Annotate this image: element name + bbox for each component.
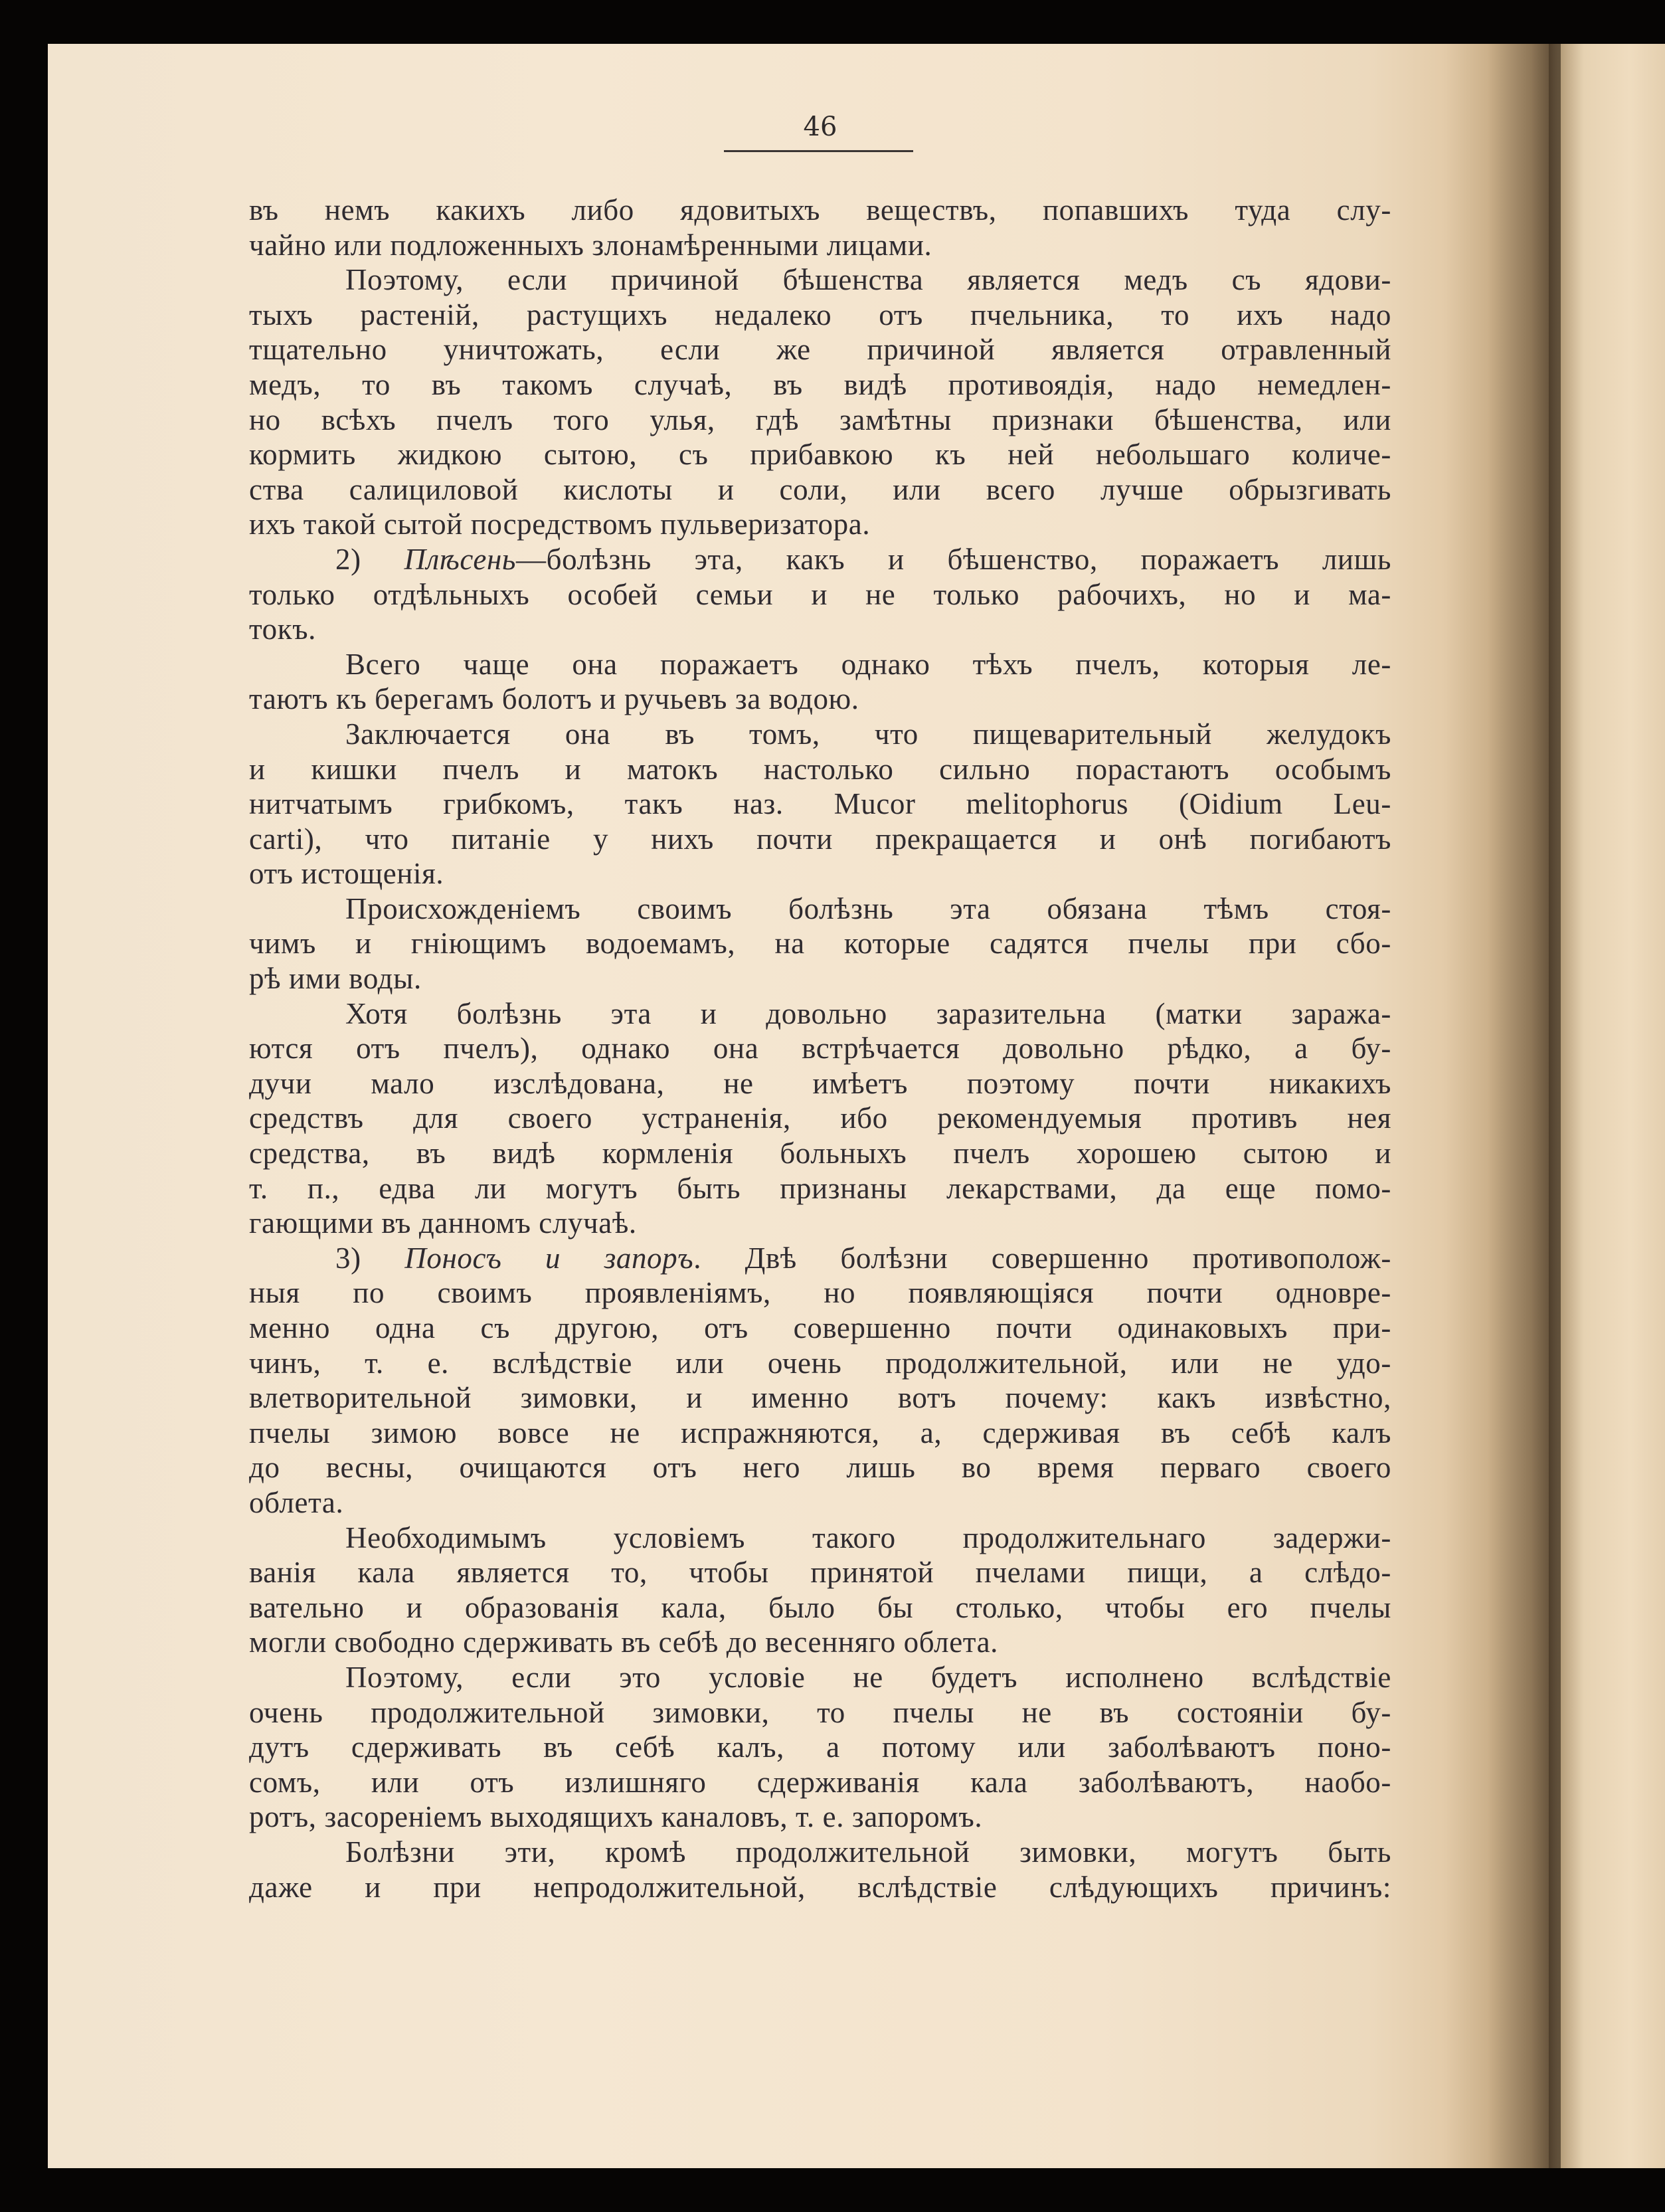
text-line: дучи мало изслѣдована, не имѣетъ поэтому почти никакихъ: [249, 1066, 1391, 1100]
section-heading-line: [249, 1241, 1391, 1276]
text-line: медъ, то въ такомъ случаѣ, въ видѣ противоядія, надо немедлен-: [249, 367, 1391, 401]
text-line: т. п., едва ли могутъ быть признаны лекарствами, да еще помо-: [249, 1171, 1391, 1205]
text-line: въ немъ какихъ либо ядовитыхъ веществъ, попавшихъ туда слу-: [249, 193, 1391, 227]
text-line: менно одна съ другою, отъ совершенно почти одинаковыхъ при-: [249, 1311, 1391, 1344]
text-line: ротъ, засореніемъ выходящихъ каналовъ, т. е. запоромъ.: [249, 1800, 983, 1834]
text-line: carti), что питаніе у нихъ почти прекращается и онѣ погибаютъ: [249, 822, 1391, 856]
section-number: 2): [335, 542, 361, 576]
text-line: ства салициловой кислоты и соли, или всего лучше обрызгивать: [249, 472, 1391, 506]
text-line: облета.: [249, 1485, 344, 1519]
text-line: Болѣзни эти, кромѣ продолжительной зимовки, могутъ быть: [345, 1835, 1391, 1869]
text-line: Заключается она въ томъ, что пищеварительный желудокъ: [345, 717, 1391, 751]
text-line: до весны, очищаются отъ него лишь во время перваго своего: [249, 1451, 1391, 1485]
text-line: пчелы зимою вовсе не испражняются, а, сдерживая въ себѣ калъ: [249, 1416, 1391, 1449]
text-line: ныя по своимъ проявленіямъ, но появляющіяся почти одновре-: [249, 1276, 1391, 1310]
text-line: токъ.: [249, 612, 316, 646]
text-line: но всѣхъ пчелъ того улья, гдѣ замѣтны признаки бѣшенства, или: [249, 403, 1391, 436]
text-line: тщательно уничтожать, если же причиной является отравленный: [249, 333, 1391, 367]
text-line: ванія кала является то, чтобы принятой пчелами пищи, а слѣдо-: [249, 1556, 1391, 1590]
body-text: [249, 193, 1391, 1904]
page-number: 46: [803, 112, 837, 142]
text-line: отъ истощенія.: [249, 857, 444, 891]
text-line: чайно или подложенныхъ злонамѣренными лицами.: [249, 228, 932, 262]
text-line: и кишки пчелъ и матокъ настолько сильно порастаютъ особымъ: [249, 752, 1391, 786]
text-line: сомъ, или отъ излишняго сдерживанія кала заболѣваютъ, наобо-: [249, 1765, 1391, 1799]
text-line: очень продолжительной зимовки, то пчелы не въ состояніи бу-: [249, 1695, 1391, 1729]
text-line: Поэтому, если причиной бѣшенства является медъ съ ядови-: [345, 263, 1391, 297]
text-line: Всего чаще она поражаетъ однако тѣхъ пчелъ, которыя ле-: [345, 647, 1391, 681]
text-line: кормить жидкою сытою, съ прибавкою къ ней небольшаго количе-: [249, 438, 1391, 472]
text-line: Поэтому, если это условіе не будетъ исполнено вслѣдствіе: [345, 1660, 1391, 1694]
text-line: влетворительной зимовки, и именно вотъ почему: какъ извѣстно,: [249, 1381, 1391, 1415]
section-title: Плѣсень: [404, 542, 516, 576]
text-line: Происхожденіемъ своимъ болѣзнь эта обязана тѣмъ стоя-: [345, 891, 1391, 925]
text-line: таютъ къ берегамъ болотъ и ручьевъ за водою.: [249, 682, 859, 716]
header-rule: [724, 150, 913, 152]
text-line: рѣ ими воды.: [249, 962, 422, 996]
text-line: чимъ и гніющимъ водоемамъ, на которые садятся пчелы при сбо-: [249, 927, 1391, 961]
section-text: . Двѣ болѣзни совершенно противополож-: [693, 1241, 1391, 1275]
text-line: чинъ, т. е. вслѣдствіе или очень продолжительной, или не удо-: [249, 1346, 1391, 1380]
text-line: средства, въ видѣ кормленія больныхъ пчелъ хорошею сытою и: [249, 1137, 1391, 1170]
text-line: Хотя болѣзнь эта и довольно заразительна (матки заража-: [345, 996, 1391, 1030]
text-line: Необходимымъ условіемъ такого продолжительнаго задержи-: [345, 1521, 1391, 1554]
text-line: тыхъ растеній, растущихъ недалеко отъ пчельника, то ихъ надо: [249, 298, 1391, 331]
gutter-shadow: [1488, 44, 1561, 2168]
section-text: —болѣзнь эта, какъ и бѣшенство, поражаетъ лишь: [515, 542, 1391, 576]
text-line: ются отъ пчелъ), однако она встрѣчается довольно рѣдко, а бу-: [249, 1032, 1391, 1065]
section-number: 3): [335, 1241, 361, 1275]
text-line: только отдѣльныхъ особей семьи и не только рабочихъ, но и ма-: [249, 577, 1391, 611]
section-heading-line: [249, 542, 1391, 577]
text-line: вательно и образованія кала, было бы столько, чтобы его пчелы: [249, 1590, 1391, 1624]
text-line: даже и при непродолжительной, вслѣдствіе слѣдующихъ причинъ:: [249, 1870, 1391, 1904]
text-line: ихъ такой сытой посредствомъ пульверизатора.: [249, 507, 871, 541]
facing-page-edge: [1549, 44, 1665, 2168]
section-title: Поносъ и запоръ: [404, 1241, 694, 1275]
text-line: нитчатымъ грибкомъ, такъ наз. Mucor melitophorus (Oidium Leu-: [249, 787, 1391, 821]
text-line: средствъ для своего устраненія, ибо рекомендуемыя противъ нея: [249, 1101, 1391, 1135]
text-line: дутъ сдерживать въ себѣ калъ, а потому или заболѣваютъ поно-: [249, 1730, 1391, 1764]
text-line: гающими въ данномъ случаѣ.: [249, 1206, 637, 1240]
text-line: могли свободно сдерживать въ себѣ до весенняго облета.: [249, 1625, 999, 1659]
